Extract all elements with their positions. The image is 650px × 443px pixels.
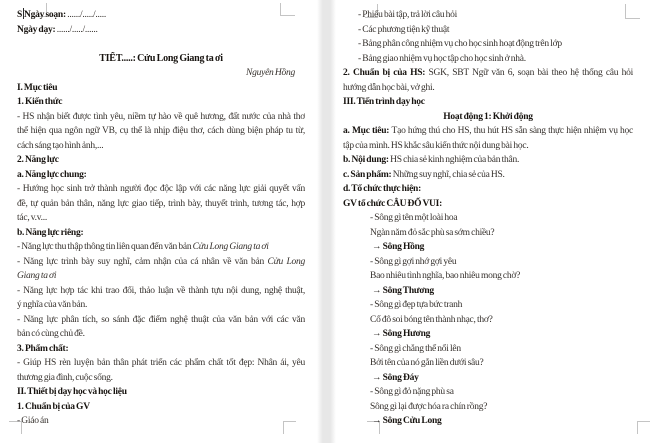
text-run: cách sáng tạo hình ảnh,... — [17, 140, 104, 151]
text-run: Ngày dạy: — [17, 24, 57, 35]
text-run: → Sông Thương — [372, 285, 434, 296]
text-run: 1. Chuẩn bị của GV — [17, 401, 90, 412]
text-line — [17, 23, 305, 38]
text-run: tác, v.v... — [17, 213, 48, 223]
text-line — [17, 327, 305, 342]
text-run: - Năng lực hợp tác khi trao đổi, thảo luận về thành tựu nội dung, nghệ thuật, — [17, 285, 305, 296]
text-run: Ngày soạn: — [24, 10, 68, 20]
text-line — [343, 66, 633, 81]
text-line — [17, 52, 305, 67]
text-run: II. Thiết bị dạy học và học liệu — [17, 387, 127, 397]
text-line — [17, 8, 305, 23]
text-run: 2. Chuẩn bị của HS: — [343, 68, 429, 78]
text-line — [343, 269, 633, 284]
text-line — [343, 95, 633, 110]
text-line — [343, 110, 633, 125]
text-line — [17, 284, 305, 299]
text-run: Giang ta ơi — [17, 271, 57, 281]
text-run: - Sông gì đẹp tựa bức tranh — [370, 300, 463, 310]
text-run: hướng dẫn học bài, vở ghi. — [343, 82, 435, 93]
text-run: a. Mục tiêu: — [343, 126, 392, 136]
text-run: TIẾT.....: Cửu Long Giang ta ơi — [99, 52, 223, 64]
text-run: 3. Phẩm chất: — [17, 343, 69, 354]
text-line — [343, 182, 633, 197]
text-run: → Sông Hương — [372, 329, 431, 339]
text-line — [343, 313, 633, 328]
text-run: - Phiếu bài tập, trả lời câu hỏi — [358, 10, 458, 20]
text-run: thể hiện qua ngôn ngữ VB, cụ thể là nhịp điệu thơ, cách dùng biện pháp tu từ, — [17, 126, 305, 136]
text-run: Tạo hứng thú cho HS, thu hút HS sẵn sàng thực hiện nhiệm vụ học — [391, 126, 633, 136]
text-line — [343, 356, 633, 371]
text-run: GV tổ chức CÂU ĐỐ VUI: — [343, 198, 443, 209]
text-line — [343, 211, 633, 226]
text-line — [17, 110, 305, 125]
text-line — [17, 240, 305, 255]
text-line — [17, 269, 305, 284]
text-line — [17, 371, 305, 386]
text-run: Cửu Long Giang ta ơi — [192, 242, 269, 252]
text-line — [17, 66, 305, 81]
text-run: - Sông gì đỏ nặng phù sa — [370, 387, 454, 397]
text-run: Cửu Long — [267, 256, 305, 267]
text-run: - Giáo án — [17, 416, 49, 426]
text-line — [17, 124, 305, 139]
text-line — [17, 168, 305, 183]
text-run: Sông gì lại được hóa ra chín rồng? — [370, 401, 488, 412]
text-line — [17, 81, 305, 96]
text-line — [343, 414, 633, 429]
text-line — [17, 95, 305, 110]
text-run: thương gia đình, cuộc sống. — [17, 372, 113, 383]
text-line — [17, 37, 305, 52]
text-line — [17, 182, 305, 197]
text-run: ....../...../..... — [67, 10, 106, 20]
text-line — [343, 23, 633, 38]
text-run: SGK, SBT Ngữ văn 6, soạn bài theo hệ thống câu hỏi — [428, 68, 633, 78]
text-run: - Năng lực phân tích, so sánh đặc điểm nghệ thuật của văn bản với các văn — [17, 314, 305, 325]
text-line — [17, 400, 305, 415]
text-line — [343, 284, 633, 299]
text-run: Bởi tên của nó gắn liền dưới sâu? — [370, 358, 484, 368]
text-line — [343, 385, 633, 400]
text-run: Cố đô soi bóng tên thành nhạc, thơ? — [370, 314, 493, 325]
text-run: b. Nội dung: — [343, 155, 391, 165]
text-line — [343, 327, 633, 342]
text-line — [17, 356, 305, 371]
text-run: - Các phương tiện kỹ thuật — [358, 24, 450, 35]
text-run: I. Mục tiêu — [17, 82, 58, 93]
text-run: - Hướng học sinh trở thành người đọc độc lập với các năng lực giải quyết vấn — [17, 184, 305, 194]
text-line — [343, 240, 633, 255]
text-line — [343, 168, 633, 183]
text-run: d. Tổ chức thực hiện: — [343, 184, 421, 194]
text-line — [17, 342, 305, 357]
text-run: ý nghĩa của văn bản. — [17, 300, 88, 310]
text-line — [343, 298, 633, 313]
text-line — [343, 81, 633, 96]
text-line — [17, 153, 305, 168]
text-run: Hoạt động 1: Khởi động — [443, 111, 533, 122]
text-line — [17, 211, 305, 226]
text-run: Nguyên Hồng — [246, 68, 295, 78]
page-gap — [317, 0, 336, 443]
text-run: ....../...../...... — [56, 24, 98, 35]
text-line — [343, 197, 633, 212]
text-run: - Giúp HS rèn luyện bản thân phát triển các phẩm chất tốt đẹp: Nhân ái, yêu — [17, 358, 305, 368]
text-run: c. Sản phẩm: — [343, 169, 393, 180]
text-run: tập của mình. HS khắc sâu kiến thức nội dung bài học. — [343, 140, 529, 151]
text-run: đề, tự quản bản thân, năng lực giao tiếp, trình bày, thuyết trình, tương tác, hợp — [17, 198, 305, 209]
text-line — [17, 385, 305, 400]
text-run: - Bảng giao nhiệm vụ học tập cho học sinh ở nhà. — [358, 53, 526, 64]
text-line — [343, 139, 633, 154]
text-line — [17, 255, 305, 270]
text-run: Bao nhiêu tình nghĩa, bao nhiêu mong chờ? — [370, 271, 521, 281]
text-run: III. Tiến trình dạy học — [343, 97, 425, 107]
text-line — [343, 153, 633, 168]
text-line — [17, 226, 305, 241]
text-line — [343, 52, 633, 67]
text-line — [343, 226, 633, 241]
text-run: → Sông Cửu Long — [372, 416, 442, 426]
text-line — [17, 197, 305, 212]
text-line — [343, 8, 633, 23]
text-run: - Năng lực thu thập thông tin liên quan đến văn bản — [17, 242, 193, 252]
text-run: - Năng lực trình bày suy nghĩ, cảm nhận của cá nhân về văn bản — [17, 256, 268, 267]
text-line — [17, 139, 305, 154]
text-line — [343, 255, 633, 270]
text-run: → Sông Hồng — [372, 242, 425, 252]
page-2-text-area[interactable] — [343, 8, 633, 429]
text-line — [17, 313, 305, 328]
text-run: - Sông gì tên một loài hoa — [370, 213, 458, 223]
text-run: 2. Năng lực — [17, 155, 59, 165]
text-line — [343, 37, 633, 52]
text-run: → Sông Đáy — [372, 372, 419, 383]
text-run: a. Năng lực chung: — [17, 169, 87, 180]
text-run: 1. Kiến thức — [17, 97, 63, 107]
text-run: bản có cùng chủ đề. — [17, 329, 85, 339]
text-line — [17, 414, 305, 429]
text-line — [343, 342, 633, 357]
text-line — [17, 298, 305, 313]
text-run: b. Năng lực riêng: — [17, 227, 84, 238]
text-run: HS chia sẻ kinh nghiệm của bản thân. — [390, 155, 520, 165]
text-line — [343, 124, 633, 139]
text-run: - Sông gì chẳng thể nổi lên — [370, 343, 461, 354]
text-run: - HS nhận biết được tình yêu, niềm tự hào về quê hương, đất nước của nhà thơ — [17, 111, 305, 122]
text-run: Ngàn năm đỏ sắc phù sa sớm chiều? — [370, 227, 495, 238]
text-line — [343, 371, 633, 386]
text-run: S — [17, 10, 23, 20]
text-line — [343, 400, 633, 415]
page-1-text-area[interactable] — [17, 8, 305, 429]
text-run: - Sông gì gợi nhớ gợi yêu — [370, 256, 457, 267]
text-run: - Bảng phân công nhiệm vụ cho học sinh hoạt động trên lớp — [358, 39, 562, 49]
text-run: Những suy nghĩ, chia sẻ của HS. — [392, 169, 505, 180]
crop-mark-icon — [637, 421, 650, 434]
